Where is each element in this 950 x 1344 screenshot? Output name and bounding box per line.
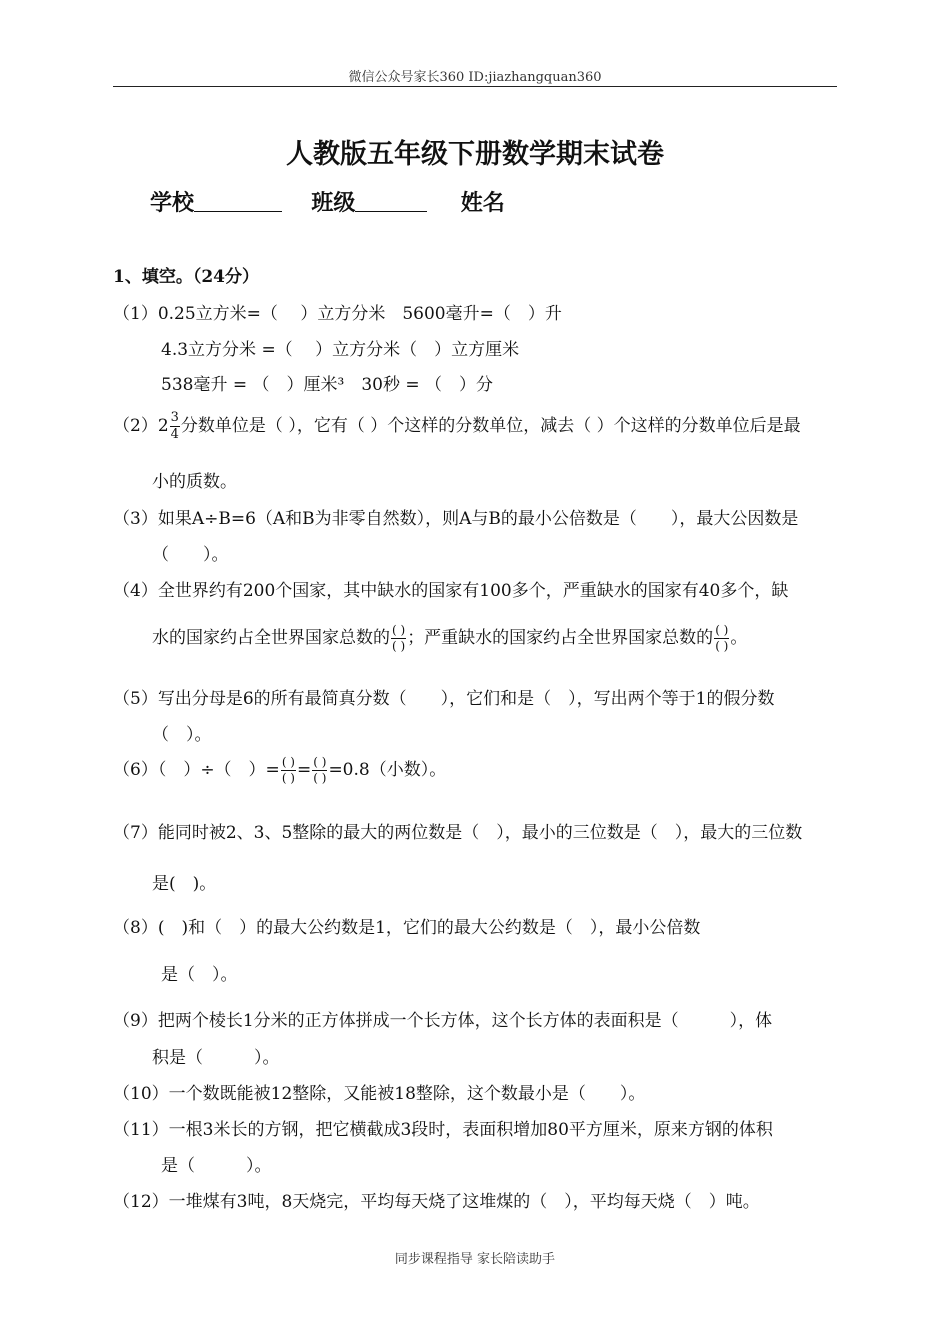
q4-frac1-num: ( ): [392, 623, 406, 637]
q4-frac2-num: ( ): [715, 623, 729, 637]
q3-line1: （3）如果A÷B=6（A和B为非零自然数），则A与B的最小公倍数是（ ），最大公因数是: [113, 509, 799, 529]
q6-frac2-den: ( ): [313, 771, 327, 785]
q4-text-a: 水的国家约占全世界国家总数的: [152, 628, 390, 648]
q6-frac2-num: ( ): [313, 755, 327, 769]
exam-title: 人教版五年级下册数学期末试卷: [286, 139, 664, 170]
q11-line1: （11）一根3米长的方钢，把它横截成3段时，表面积增加80平方厘米，原来方钢的体积: [113, 1120, 773, 1140]
q4-text-b: ；严重缺水的国家约占全世界国家总数的: [407, 628, 714, 648]
q6-suffix: =0.8（小数）。: [328, 760, 447, 780]
q1-line1: （1）0.25立方米=（ ）立方分米 5600毫升=（ ）升: [113, 304, 562, 324]
q2-frac-num: 3: [170, 410, 179, 425]
q9-line1: （9）把两个棱长1分米的正方体拼成一个长方体，这个长方体的表面积是（ ），体: [113, 1011, 773, 1031]
q2-text: 分数单位是（ ），它有（ ）个这样的分数单位，减去（ ）个这样的分数单位后是最: [180, 416, 801, 436]
student-info-fields: [150, 186, 505, 217]
q4-line1: （4）全世界约有200个国家，其中缺水的国家有100多个，严重缺水的国家有40多个，缺: [113, 581, 789, 601]
q2-line2: 小的质数。: [152, 472, 237, 492]
q10-line1: （10）一个数既能被12整除，又能被18整除，这个数最小是（ ）。: [113, 1084, 646, 1104]
q4-fraction-1: [391, 623, 406, 654]
school-label: 学校: [150, 190, 195, 216]
class-label: 班级: [311, 190, 356, 216]
page-footer: 同步课程指导 家长陪读助手: [394, 1252, 556, 1267]
q5-line2: （ ）。: [152, 725, 212, 745]
q2-line1: [113, 410, 801, 443]
q12-line1: （12）一堆煤有3吨，8天烧完，平均每天烧了这堆煤的（ ），平均每天烧（ ）吨。: [113, 1192, 760, 1212]
q6-equals: =: [297, 760, 312, 780]
q2-fraction: [170, 410, 180, 443]
header-rule: [113, 86, 837, 87]
q1-line3: 538毫升 = （ ）厘米³ 30秒 = （ ）分: [161, 375, 493, 395]
page-header: 微信公众号家长360 ID:jiazhangquan360: [348, 70, 602, 85]
q6-frac1-den: ( ): [281, 771, 295, 785]
q9-line2: 积是（ ）。: [152, 1048, 280, 1068]
q2-frac-den: 4: [170, 427, 179, 442]
q2-prefix: （2）2: [113, 416, 169, 436]
name-label: 姓名: [460, 190, 505, 216]
school-blank[interactable]: [194, 189, 282, 212]
q6-line: [113, 755, 446, 786]
q3-line2: （ ）。: [152, 545, 229, 565]
q7-line1: （7）能同时被2、3、5整除的最大的两位数是（ ），最小的三位数是（ ），最大的三位数: [113, 823, 803, 843]
q4-frac2-den: ( ): [715, 639, 729, 653]
q8-line2: 是（ ）。: [161, 965, 238, 985]
q6-fraction-1: [281, 755, 296, 786]
q5-line1: （5）写出分母是6的所有最简真分数（ ），它们和是（ ），写出两个等于1的假分数: [113, 689, 775, 709]
q4-fraction-2: [714, 623, 729, 654]
q6-frac1-num: ( ): [281, 755, 295, 769]
section-heading: 1、填空。（24分）: [113, 267, 259, 287]
q7-line2: 是( )。: [152, 874, 217, 894]
q6-prefix: （6）（ ）÷（ ）=: [113, 760, 280, 780]
q11-line2: 是（ ）。: [161, 1156, 272, 1176]
class-blank[interactable]: [355, 189, 427, 212]
q4-frac1-den: ( ): [392, 639, 406, 653]
q4-line2: [152, 623, 747, 654]
q8-line1: （8）( )和（ ）的最大公约数是1，它们的最大公约数是（ ），最小公倍数: [113, 918, 701, 938]
q6-fraction-2: [312, 755, 327, 786]
q1-line2: 4.3立方分米 =（ ）立方分米（ ）立方厘米: [161, 340, 520, 360]
q4-text-c: 。: [730, 628, 748, 648]
